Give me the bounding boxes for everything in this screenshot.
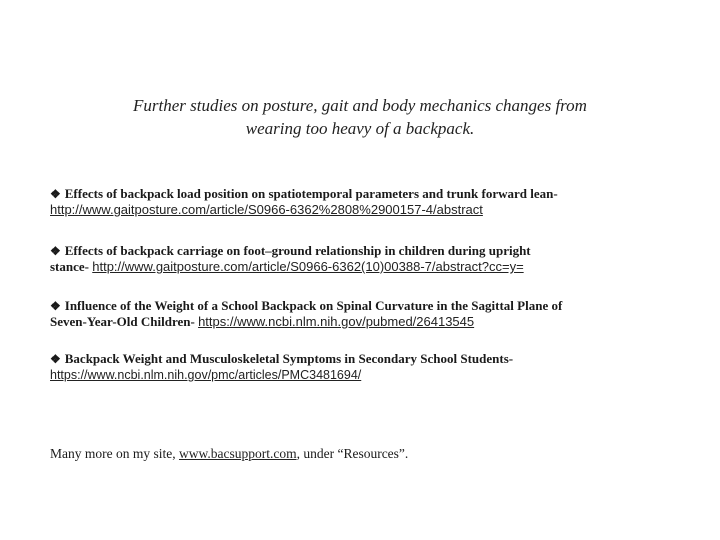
- reference-title-3: ❖ Influence of the Weight of a School Backpack on Spinal Curvature in the Sagittal Plane of: [50, 298, 563, 313]
- reference-item-4: [50, 351, 690, 383]
- reference-title-4: ❖ Backpack Weight and Musculoskeletal Symptoms in Secondary School Students-: [50, 351, 514, 366]
- reference-link-2[interactable]: http://www.gaitposture.com/article/S0966-6362(10)00388-7/abstract?cc=y=: [92, 259, 524, 274]
- footer-text-before: Many more on my site,: [50, 446, 179, 461]
- reference-title-continued-2: stance-: [50, 259, 89, 274]
- reference-title-continued-3: Seven-Year-Old Children-: [50, 314, 195, 329]
- reference-link-line-1: [50, 202, 690, 218]
- diamond-bullet-icon: ❖: [50, 352, 61, 366]
- reference-title-1: ❖ Effects of backpack load position on spatiotemporal parameters and trunk forward lean-: [50, 186, 558, 201]
- reference-link-line-4: [50, 367, 690, 383]
- reference-item-3: [50, 298, 690, 330]
- diamond-bullet-icon: ❖: [50, 299, 61, 313]
- reference-item-2: [50, 243, 690, 275]
- reference-link-3[interactable]: https://www.ncbi.nlm.nih.gov/pubmed/26413545: [198, 314, 475, 329]
- reference-title-2: ❖ Effects of backpack carriage on foot–ground relationship in children during upright: [50, 243, 531, 258]
- site-link[interactable]: www.bacsupport.com: [178, 446, 297, 461]
- footer-note: [50, 446, 408, 462]
- footer-text-after: , under “Resources”.: [296, 446, 409, 461]
- diamond-bullet-icon: ❖: [50, 244, 61, 258]
- reference-link-line-2: [50, 259, 690, 275]
- diamond-bullet-icon: ❖: [50, 187, 61, 201]
- page-title: [60, 94, 660, 140]
- reference-link-1[interactable]: http://www.gaitposture.com/article/S0966-6362%2808%2900157-4/abstract: [50, 202, 483, 217]
- title-line-2: wearing too heavy of a backpack.: [245, 119, 475, 138]
- title-line-1: Further studies on posture, gait and body mechanics changes from: [133, 96, 587, 115]
- reference-link-line-3: [50, 314, 690, 330]
- reference-link-4[interactable]: https://www.ncbi.nlm.nih.gov/pmc/articles/PMC3481694/: [50, 368, 362, 382]
- reference-item-1: [50, 186, 690, 218]
